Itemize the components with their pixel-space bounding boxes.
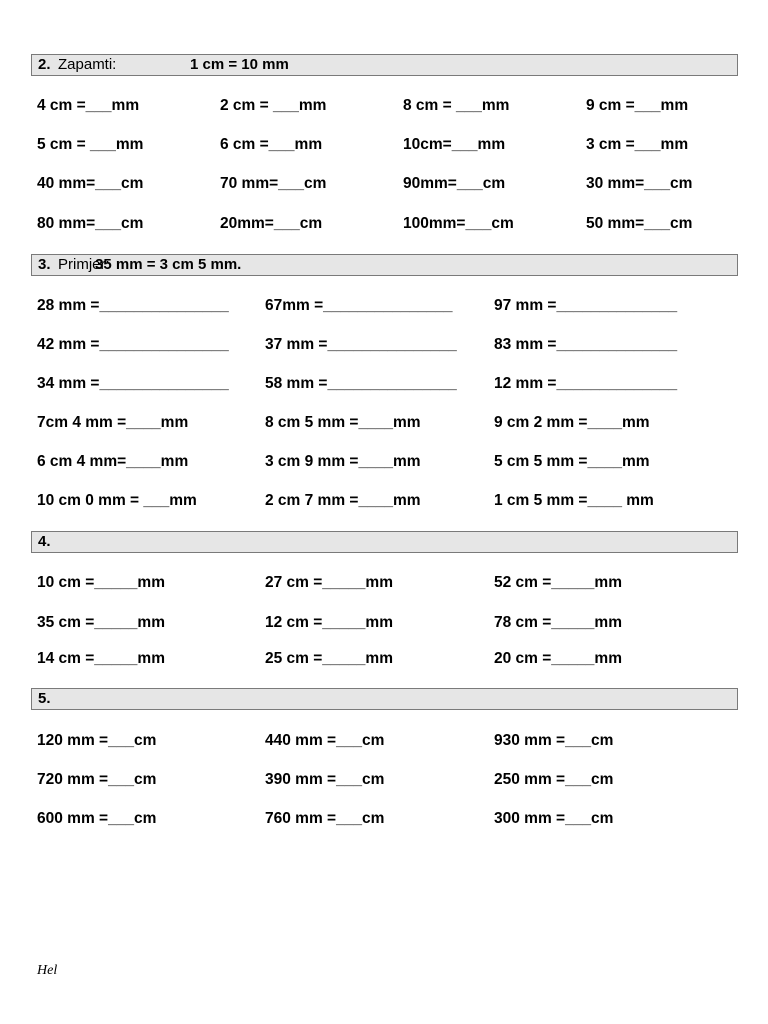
section-number: 5. (38, 690, 51, 707)
section-number: 2. (38, 56, 51, 73)
exercise-item: 80 mm=___cm (37, 215, 144, 232)
exercise-item: 250 mm =___cm (494, 771, 614, 788)
exercise-item: 25 cm =_____mm (265, 650, 393, 667)
exercise-item: 35 cm =_____mm (37, 614, 165, 631)
exercise-item: 12 mm =______________ (494, 375, 678, 392)
section-formula: 1 cm = 10 mm (190, 56, 289, 73)
exercise-item: 8 cm 5 mm =____mm (265, 414, 421, 431)
section-header (31, 254, 738, 276)
footer-signature: Hel (37, 963, 58, 978)
exercise-item: 120 mm =___cm (37, 732, 157, 749)
section-label: Primjer: (58, 256, 110, 273)
exercise-item: 78 cm =_____mm (494, 614, 622, 631)
exercise-item: 27 cm =_____mm (265, 574, 393, 591)
section-number: 3. (38, 256, 51, 273)
exercise-item: 34 mm =_______________ (37, 375, 229, 392)
exercise-item: 97 mm =______________ (494, 297, 678, 314)
exercise-item: 90mm=___cm (403, 175, 506, 192)
exercise-item: 9 cm =___mm (586, 97, 689, 114)
exercise-item: 14 cm =_____mm (37, 650, 165, 667)
exercise-item: 12 cm =_____mm (265, 614, 393, 631)
section-header (31, 54, 738, 76)
section-number: 4. (38, 533, 51, 550)
exercise-item: 100mm=___cm (403, 215, 514, 232)
exercise-item: 390 mm =___cm (265, 771, 385, 788)
exercise-item: 720 mm =___cm (37, 771, 157, 788)
exercise-item: 30 mm=___cm (586, 175, 693, 192)
exercise-item: 3 cm =___mm (586, 136, 689, 153)
exercise-item: 10 cm =_____mm (37, 574, 165, 591)
exercise-item: 9 cm 2 mm =____mm (494, 414, 650, 431)
exercise-item: 760 mm =___cm (265, 810, 385, 827)
exercise-item: 2 cm 7 mm =____mm (265, 492, 421, 509)
section-label: Zapamti: (58, 56, 117, 73)
exercise-item: 10cm=___mm (403, 136, 506, 153)
exercise-item: 83 mm =______________ (494, 336, 678, 353)
exercise-item: 67mm =_______________ (265, 297, 453, 314)
exercise-item: 300 mm =___cm (494, 810, 614, 827)
exercise-item: 600 mm =___cm (37, 810, 157, 827)
exercise-item: 440 mm =___cm (265, 732, 385, 749)
exercise-item: 2 cm = ___mm (220, 97, 327, 114)
section-header (31, 688, 738, 710)
exercise-item: 70 mm=___cm (220, 175, 327, 192)
exercise-item: 58 mm =_______________ (265, 375, 457, 392)
exercise-item: 3 cm 9 mm =____mm (265, 453, 421, 470)
exercise-item: 930 mm =___cm (494, 732, 614, 749)
exercise-item: 20mm=___cm (220, 215, 323, 232)
exercise-item: 40 mm=___cm (37, 175, 144, 192)
exercise-item: 4 cm =___mm (37, 97, 140, 114)
exercise-item: 37 mm =_______________ (265, 336, 457, 353)
exercise-item: 28 mm =_______________ (37, 297, 229, 314)
exercise-item: 50 mm=___cm (586, 215, 693, 232)
exercise-item: 5 cm = ___mm (37, 136, 144, 153)
exercise-item: 20 cm =_____mm (494, 650, 622, 667)
section-formula: 35 mm = 3 cm 5 mm. (95, 256, 242, 273)
exercise-item: 10 cm 0 mm = ___mm (37, 492, 197, 509)
exercise-item: 42 mm =_______________ (37, 336, 229, 353)
section-header (31, 531, 738, 553)
exercise-item: 7cm 4 mm =____mm (37, 414, 189, 431)
exercise-item: 6 cm =___mm (220, 136, 323, 153)
exercise-item: 5 cm 5 mm =____mm (494, 453, 650, 470)
exercise-item: 1 cm 5 mm =____ mm (494, 492, 654, 509)
exercise-item: 8 cm = ___mm (403, 97, 510, 114)
exercise-item: 6 cm 4 mm=____mm (37, 453, 189, 470)
exercise-item: 52 cm =_____mm (494, 574, 622, 591)
